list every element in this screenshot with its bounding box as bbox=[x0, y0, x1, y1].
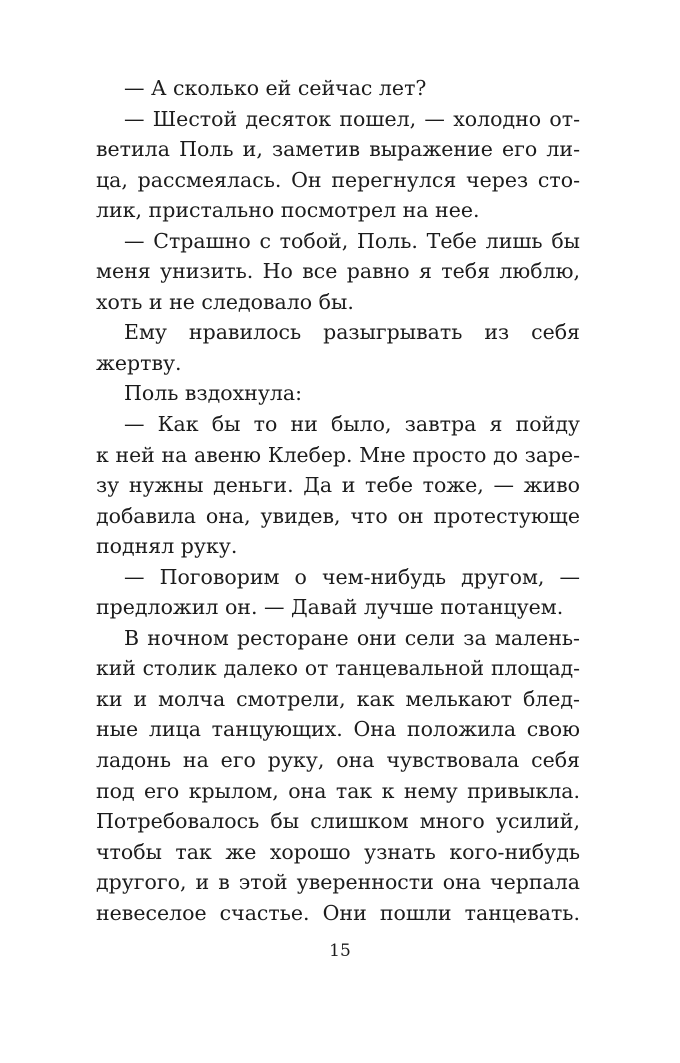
text-line: — Шестой десяток пошел, — холодно от- bbox=[124, 106, 580, 131]
text-line: лик, пристально посмотрел на нее. bbox=[96, 198, 480, 223]
text-line: — Поговорим о чем-нибудь другом, — bbox=[124, 564, 580, 589]
text-line: предложил он. — Давай лучше потанцуем. bbox=[96, 595, 564, 620]
text-line: поднял руку. bbox=[96, 534, 238, 559]
page-number: 15 bbox=[329, 941, 351, 961]
text-line: ца, рассмеялась. Он перегнулся через сто- bbox=[96, 167, 580, 192]
text-line: зу нужны деньги. Да и тебе тоже, — живо bbox=[96, 473, 580, 498]
text-line: под его крылом, она так к нему привыкла. bbox=[96, 778, 580, 803]
text-line: В ночном ресторане они сели за малень- bbox=[124, 625, 580, 650]
text-line: чтобы так же хорошо узнать кого-нибудь bbox=[96, 839, 580, 864]
body-text bbox=[96, 73, 580, 928]
text-line: Потребовалось бы слишком много усилий, bbox=[96, 809, 580, 834]
text-line: к ней на авеню Клебер. Мне просто до заре- bbox=[96, 442, 580, 467]
text-line: — Страшно с тобой, Поль. Тебе лишь бы bbox=[124, 228, 580, 253]
text-line: ки и молча смотрели, как мелькают блед- bbox=[96, 686, 580, 711]
text-line: ветила Поль и, заметив выражение его ли- bbox=[96, 137, 580, 162]
text-line: ные лица танцующих. Она положила свою bbox=[96, 717, 580, 742]
text-line: добавила она, увидев, что он протестующе bbox=[96, 503, 580, 528]
text-line: другого, и в этой уверенности она черпала bbox=[96, 870, 580, 895]
text-line: жертву. bbox=[96, 350, 182, 375]
text-line: Ему нравилось разыгрывать из себя bbox=[124, 320, 580, 345]
text-line: кий столик далеко от танцевальной площад- bbox=[96, 656, 580, 681]
text-line: меня унизить. Но все равно я тебя люблю, bbox=[96, 259, 580, 284]
text-line: — Как бы то ни было, завтра я пойду bbox=[124, 412, 580, 437]
text-line: — А сколько ей сейчас лет? bbox=[124, 76, 427, 100]
text-line: хоть и не следовало бы. bbox=[96, 289, 354, 314]
text-line: невеселое счастье. Они пошли танцевать. bbox=[96, 900, 580, 925]
text-line: ладонь на его руку, она чувствовала себя bbox=[96, 748, 580, 773]
text-line: Поль вздохнула: bbox=[124, 381, 303, 406]
